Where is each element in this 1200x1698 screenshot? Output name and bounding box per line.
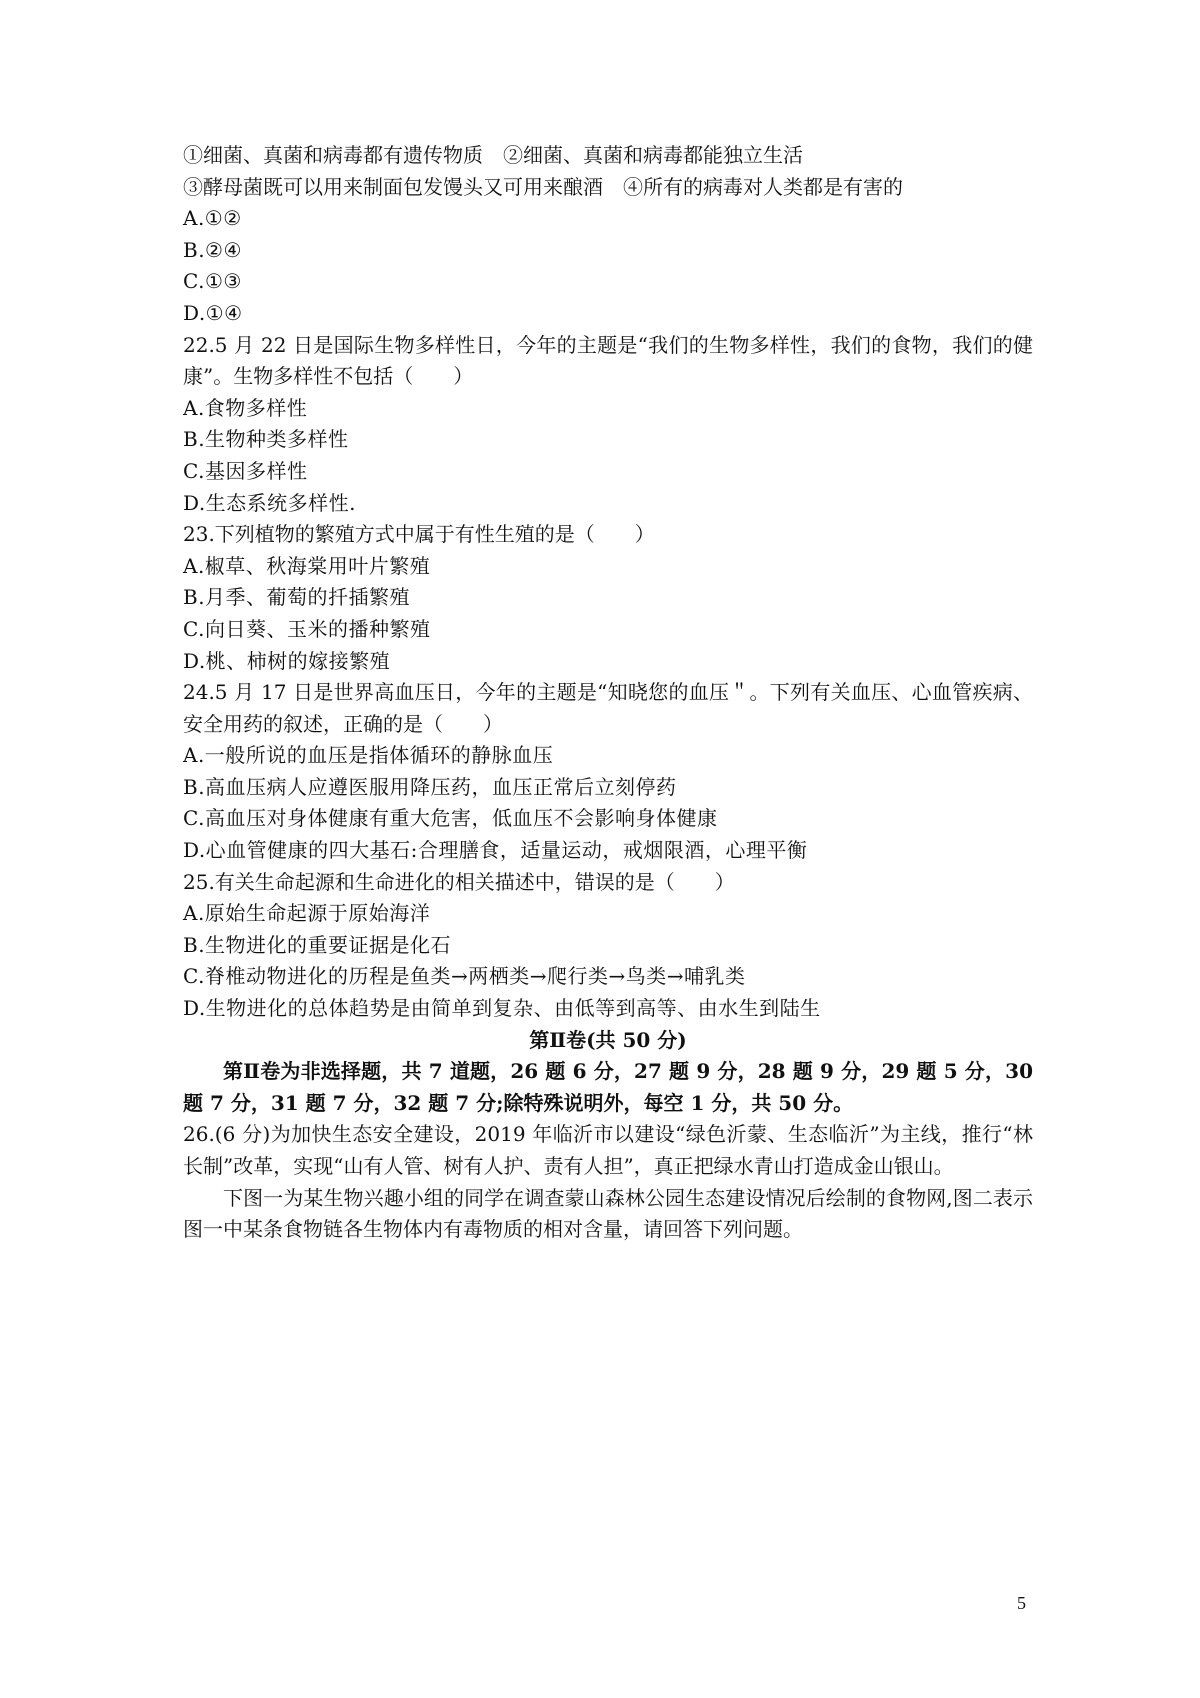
q22-option-b: B.生物种类多样性 — [183, 427, 349, 452]
q24-option-a: A.一般所说的血压是指体循环的静脉血压 — [183, 743, 554, 768]
q23-stem: 23.下列植物的繁殖方式中属于有性生殖的是（ ） — [183, 522, 655, 547]
q23-option-b: B.月季、葡萄的扦插繁殖 — [183, 585, 411, 610]
q22-option-d: D.生态系统多样性. — [183, 490, 357, 515]
q26-stem: 26.(6 分)为加快生态安全建设，2019 年临沂市以建设“绿色沂蒙、生态临沂”为主线，推行“林长制”改革，实现“山有人管、树有人护、责有人担”，真正把绿水青山打造成金山银山。 — [183, 1122, 1033, 1178]
q24-option-b: B.高血压病人应遵医服用降压药，血压正常后立刻停药 — [183, 774, 677, 799]
q22-option-a: A.食物多样性 — [183, 395, 308, 420]
q24-stem: 24.5 月 17 日是世界高血压日，今年的主题是“知晓您的血压＂。下列有关血压、心血管疾病、安全用药的叙述，正确的是（ ） — [183, 680, 1033, 736]
q26-paragraph: 下图一为某生物兴趣小组的同学在调查蒙山森林公园生态建设情况后绘制的食物网,图二表示图一中某条食物链各生物体内有毒物质的相对含量，请回答下列问题。 — [183, 1185, 1033, 1242]
q21-option-b: B.②④ — [183, 237, 242, 262]
section-2-instructions: 第Ⅱ卷为非选择题，共 7 道题，26 题 6 分，27 题 9 分，28 题 9 分，29 题 5 分，30 题 7 分，31 题 7 分，32 题 7 分;除特殊说明外，每空 1 分，共 50 分。 — [183, 1059, 1033, 1115]
page-number: 5 — [1017, 1593, 1026, 1613]
q21-statement-1: ①细菌、真菌和病毒都有遗传物质 ②细菌、真菌和病毒都能独立生活 — [183, 143, 803, 167]
q21-statement-2: ③酵母菌既可以用来制面包发馒头又可用来酿酒 ④所有的病毒对人类都是有害的 — [183, 174, 903, 199]
q25-stem: 25.有关生命起源和生命进化的相关描述中，错误的是（ ） — [183, 869, 735, 894]
q21-option-d: D.①④ — [183, 300, 243, 325]
q23-option-a: A.椒草、秋海棠用叶片繁殖 — [183, 553, 431, 578]
q25-option-c: C.脊椎动物进化的历程是鱼类→两栖类→爬行类→鸟类→哺乳类 — [183, 964, 746, 989]
q24-option-c: C.高血压对身体健康有重大危害，低血压不会影响身体健康 — [183, 806, 718, 831]
q21-option-a: A.①② — [183, 206, 242, 231]
section-2-title: 第Ⅱ卷(共 50 分) — [529, 1027, 687, 1052]
q25-option-a: A.原始生命起源于原始海洋 — [183, 901, 431, 926]
q23-option-c: C.向日葵、玉米的播种繁殖 — [183, 616, 431, 641]
q25-option-b: B.生物进化的重要证据是化石 — [183, 932, 452, 957]
q22-stem: 22.5 月 22 日是国际生物多样性日，今年的主题是“我们的生物多样性，我们的食物，我们的健康”。生物多样性不包括（ ） — [183, 332, 1033, 389]
exam-page-content — [183, 140, 1033, 1246]
q24-option-d: D.心血管健康的四大基石:合理膳食，适量运动，戒烟限酒，心理平衡 — [183, 838, 808, 863]
q22-option-c: C.基因多样性 — [183, 458, 308, 483]
q23-option-d: D.桃、柿树的嫁接繁殖 — [183, 648, 391, 673]
q21-option-c: C.①③ — [183, 269, 242, 294]
q25-option-d: D.生物进化的总体趋势是由简单到复杂、由低等到高等、由水生到陆生 — [183, 996, 821, 1021]
